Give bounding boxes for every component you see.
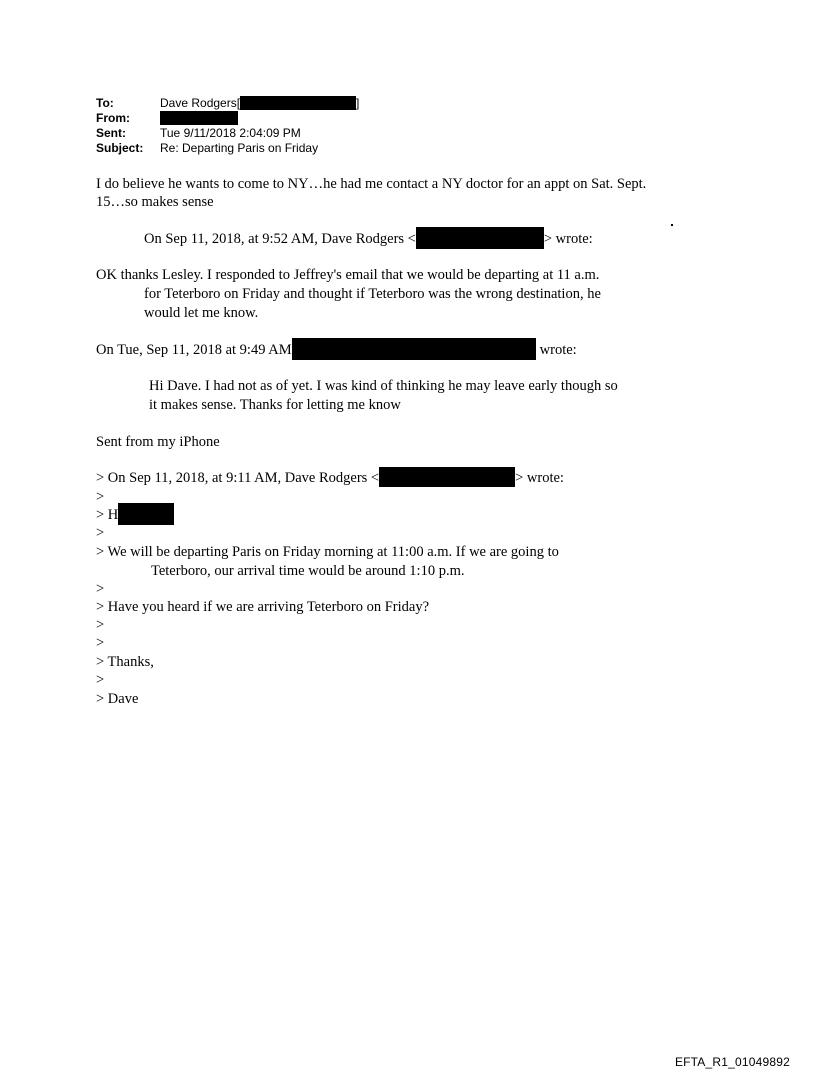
quoted-line: > xyxy=(96,581,105,597)
subject-label: Subject: xyxy=(96,141,144,155)
quote-header-text: On Sep 11, 2018, at 9:52 AM, Dave Rodgers < xyxy=(144,231,416,247)
quoted-line: > Dave xyxy=(96,691,139,707)
body-text: OK thanks Lesley. I responded to Jeffrey's email that we would be departing at 11 a.m. xyxy=(96,267,600,283)
quoted-greeting xyxy=(96,506,174,525)
quote-header-text: wrote: xyxy=(539,342,577,358)
sent-label: Sent: xyxy=(96,126,126,140)
redaction-box xyxy=(379,467,515,487)
quoted-header-text: > wrote: xyxy=(515,470,564,486)
quote-header-text: > wrote: xyxy=(543,231,593,247)
sent-value: Tue 9/11/2018 2:04:09 PM xyxy=(160,126,301,140)
quoted-greeting-text: > H xyxy=(96,507,119,523)
body-text: I do believe he wants to come to NY…he had me contact a NY doctor for an appt on Sat. Sept. xyxy=(96,176,647,192)
subject-value: Re: Departing Paris on Friday xyxy=(160,141,319,155)
to-label: To: xyxy=(96,96,114,110)
quoted-line: > We will be departing Paris on Friday morning at 11:00 a.m. If we are going to xyxy=(96,544,559,560)
signature-text: Sent from my iPhone xyxy=(96,434,220,450)
redaction-box xyxy=(416,227,544,249)
quoted-line: > Thanks, xyxy=(96,654,154,670)
document-id: EFTA_R1_01049892 xyxy=(674,1055,790,1069)
quoted-line: > xyxy=(96,672,105,688)
quote-header-text: On Tue, Sep 11, 2018 at 9:49 AM xyxy=(96,342,292,358)
stray-dot xyxy=(671,224,673,226)
to-close-bracket: ] xyxy=(356,96,360,110)
quoted-header xyxy=(96,469,564,488)
quoted-line: > Have you heard if we are arriving Teterboro on Friday? xyxy=(96,599,430,615)
quoted-line: > xyxy=(96,617,105,633)
body-text: Hi Dave. I had not as of yet. I was kind of thinking he may leave early though so xyxy=(149,378,618,394)
from-label: From: xyxy=(96,111,130,125)
quoted-line: > xyxy=(96,635,105,651)
body-text: for Teterboro on Friday and thought if Teterboro was the wrong destination, he xyxy=(144,286,601,302)
quote-header xyxy=(96,341,577,360)
quoted-line: > xyxy=(96,489,105,505)
body-text: 15…so makes sense xyxy=(96,194,214,210)
redaction-box xyxy=(118,503,174,525)
quoted-line: Teterboro, our arrival time would be around 1:10 p.m. xyxy=(151,563,465,579)
redaction-box xyxy=(292,338,536,360)
body-text: it makes sense. Thanks for letting me know xyxy=(149,397,401,413)
quote-header xyxy=(144,230,593,249)
body-text: would let me know. xyxy=(144,305,259,321)
quoted-header-text: > On Sep 11, 2018, at 9:11 AM, Dave Rodgers < xyxy=(96,470,380,486)
quoted-line: > xyxy=(96,525,105,541)
to-value: Dave Rodgers[ xyxy=(160,96,241,110)
